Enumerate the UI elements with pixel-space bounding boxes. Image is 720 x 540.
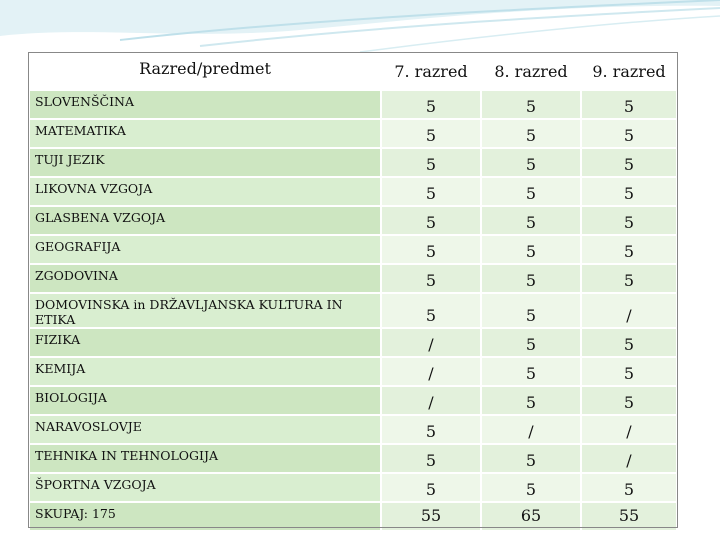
subject-name: LIKOVNA VZGOJA <box>29 177 381 206</box>
grade-8-value: 5 <box>481 328 581 357</box>
total-grade-8: 65 <box>481 502 581 531</box>
grade-9-value: 5 <box>581 206 677 235</box>
total-grade-7: 55 <box>381 502 481 531</box>
grade-8-value: 5 <box>481 177 581 206</box>
grade-7-value: 5 <box>381 177 481 206</box>
table-header-row <box>29 53 677 90</box>
grade-9-value: 5 <box>581 357 677 386</box>
table-row <box>29 264 677 293</box>
grade-7-value: 5 <box>381 264 481 293</box>
header-grade-8: 8. razred <box>481 53 581 90</box>
table-row <box>29 177 677 206</box>
grade-9-value: 5 <box>581 90 677 119</box>
total-row <box>29 502 677 531</box>
subject-name: ŠPORTNA VZGOJA <box>29 473 381 502</box>
total-grade-9: 55 <box>581 502 677 531</box>
grade-7-value: / <box>381 357 481 386</box>
grade-9-value: 5 <box>581 473 677 502</box>
grade-7-value: 5 <box>381 90 481 119</box>
table-row <box>29 328 677 357</box>
table-row <box>29 90 677 119</box>
grade-7-value: 5 <box>381 293 481 328</box>
grade-7-value: 5 <box>381 148 481 177</box>
grade-7-value: 5 <box>381 415 481 444</box>
subject-name: GEOGRAFIJA <box>29 235 381 264</box>
header-grade-7: 7. razred <box>381 53 481 90</box>
subject-name: BIOLOGIJA <box>29 386 381 415</box>
subject-name: DOMOVINSKA in DRŽAVLJANSKA KULTURA IN ETIKA <box>29 293 381 328</box>
grade-7-value: 5 <box>381 473 481 502</box>
grade-9-value: / <box>581 293 677 328</box>
grade-8-value: 5 <box>481 264 581 293</box>
grade-9-value: 5 <box>581 235 677 264</box>
grade-9-value: 5 <box>581 148 677 177</box>
total-label: SKUPAJ: 175 <box>29 502 381 531</box>
subject-name: TUJI JEZIK <box>29 148 381 177</box>
grade-8-value: 5 <box>481 293 581 328</box>
grade-7-value: 5 <box>381 119 481 148</box>
table-row <box>29 444 677 473</box>
grade-8-value: 5 <box>481 148 581 177</box>
header-subject: Razred/predmet <box>29 53 381 90</box>
table-row <box>29 357 677 386</box>
table-row <box>29 386 677 415</box>
grade-8-value: 5 <box>481 90 581 119</box>
table-row <box>29 293 677 328</box>
table-row <box>29 235 677 264</box>
header-grade-9: 9. razred <box>581 53 677 90</box>
table-row <box>29 206 677 235</box>
grade-9-value: / <box>581 415 677 444</box>
subject-name: FIZIKA <box>29 328 381 357</box>
subject-name: GLASBENA VZGOJA <box>29 206 381 235</box>
grade-8-value: 5 <box>481 119 581 148</box>
subject-name: ZGODOVINA <box>29 264 381 293</box>
grade-7-value: 5 <box>381 444 481 473</box>
grade-9-value: 5 <box>581 386 677 415</box>
grade-9-value: 5 <box>581 328 677 357</box>
grade-8-value: / <box>481 415 581 444</box>
grade-7-value: / <box>381 328 481 357</box>
grade-9-value: / <box>581 444 677 473</box>
table-row <box>29 473 677 502</box>
subject-name: KEMIJA <box>29 357 381 386</box>
grade-8-value: 5 <box>481 444 581 473</box>
table-row <box>29 119 677 148</box>
grade-7-value: 5 <box>381 206 481 235</box>
grade-8-value: 5 <box>481 206 581 235</box>
subject-name: MATEMATIKA <box>29 119 381 148</box>
grade-9-value: 5 <box>581 264 677 293</box>
grade-7-value: / <box>381 386 481 415</box>
grade-8-value: 5 <box>481 473 581 502</box>
subjects-table <box>28 52 678 532</box>
decorative-swoosh <box>0 0 720 60</box>
grade-8-value: 5 <box>481 235 581 264</box>
grade-8-value: 5 <box>481 357 581 386</box>
grade-9-value: 5 <box>581 177 677 206</box>
subject-name: NARAVOSLOVJE <box>29 415 381 444</box>
table-row <box>29 415 677 444</box>
subject-name: TEHNIKA IN TEHNOLOGIJA <box>29 444 381 473</box>
grade-7-value: 5 <box>381 235 481 264</box>
grade-9-value: 5 <box>581 119 677 148</box>
subject-name: SLOVENŠČINA <box>29 90 381 119</box>
grade-8-value: 5 <box>481 386 581 415</box>
table-row <box>29 148 677 177</box>
